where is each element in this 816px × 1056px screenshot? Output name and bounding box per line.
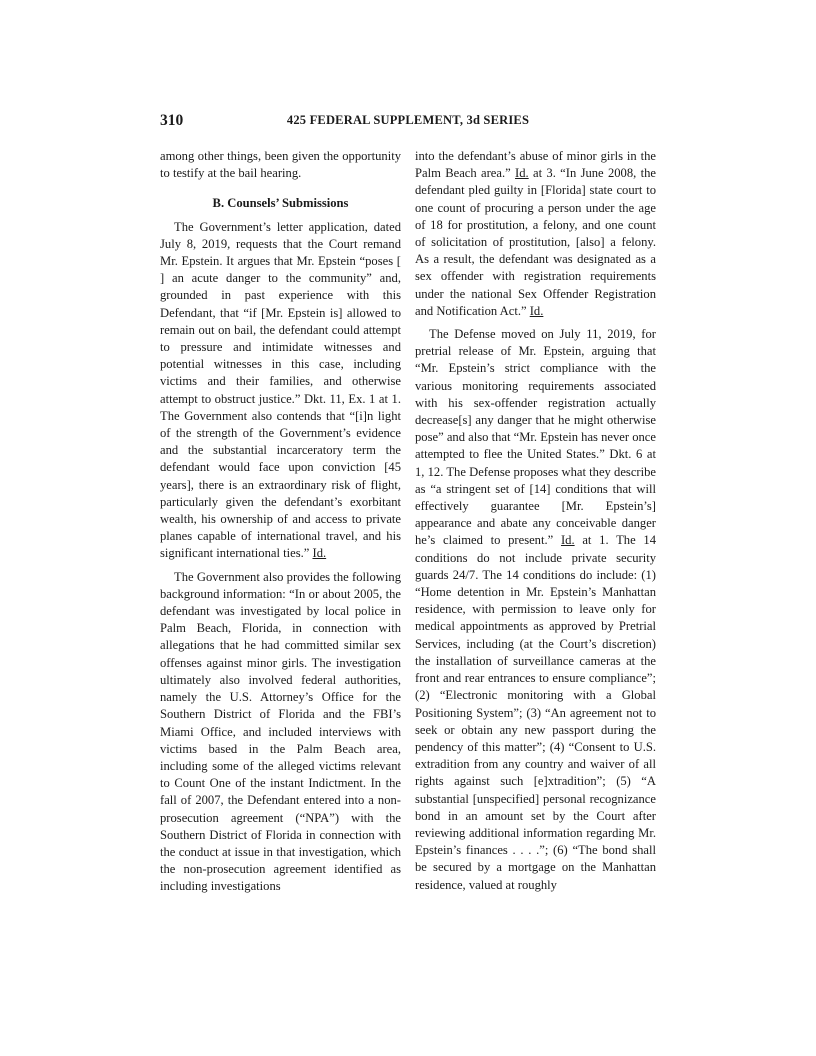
paragraph: [160, 219, 401, 563]
paragraph: [415, 148, 656, 320]
left-column: [160, 148, 401, 896]
paragraph-text: at 3. “In June 2008, the defendant pled guilty in [Florida] state court to one count of procuring a person under the age of 18 for prostitution, a felony, and one count of solicitation of prostitution, [also] a felony. As a result, the defendant was designated as a sex offender with registration requirements under the national Sex Offender Registration and Notification Act.”: [415, 166, 657, 318]
citation: Id.: [529, 303, 544, 318]
paragraph: [415, 326, 656, 894]
citation: Id.: [515, 166, 529, 181]
paragraph: among other things, been given the opportunity to testify at the bail hearing.: [160, 149, 401, 181]
right-column: [415, 148, 656, 894]
citation: Id.: [312, 546, 327, 561]
section-heading: B. Counsels’ Submissions: [212, 196, 349, 211]
paragraph-text: The Defense moved on July 11, 2019, for pretrial release of Mr. Epstein, arguing that “Mr. Epstein’s strict compliance with the various monitoring requirements associated with his sex-offender registration actually decrease[s] any danger that he might otherwise pose” and also that “Mr. Epstein has never once attempted to flee the United States.” Dkt. 6 at 1, 12. The Defense proposes what they describe as “a stringent set of [14] conditions that will effectively guarantee [Mr. Epstein’s] appearance and abate any conceivable danger he’s claimed to present.”: [415, 327, 656, 548]
running-head: 425 FEDERAL SUPPLEMENT, 3d SERIES: [286, 113, 530, 127]
paragraph-text: into the defendant’s abuse of minor girls in the Palm Beach area.”: [415, 149, 656, 181]
page-header: [160, 112, 656, 132]
citation: Id.: [560, 533, 575, 548]
page-number: 310: [160, 112, 184, 129]
paragraph-text: The Government’s letter application, dated July 8, 2019, requests that the Court remand Mr. Epstein. It argues that Mr. Epstein “poses [ ] an acute danger to the community” and, grounded in past experience with this Defendant, that “if [Mr. Epstein is] allowed to remain out on bail, the defendant could attempt to pressure and intimidate witnesses and potential witnesses in this case, including victims and their families, and otherwise attempt to obstruct justice.” Dkt. 11, Ex. 1 at 1. The Government also contends that “[i]n light of the strength of the Government’s evidence and the substantial incarceratory term the defendant would face upon conviction [45 years], there is an extraordinary risk of flight, particularly given the defendant’s exorbitant wealth, his ownership of and access to private planes capable of international travel, and his significant international ties.”: [160, 219, 401, 561]
paragraph: The Government also provides the following background information: “In or about 2005, the defendant was investigated by local police in Palm Beach, Florida, in connection with allegations that he had committed similar sex offenses against minor girls. The investigation ultimately also involved federal authorities, namely the U.S. Attorney’s Office for the Southern District of Florida and the FBI’s Miami Office, and included interviews with victims based in the Palm Beach area, including some of the alleged victims relevant to Count One of the instant Indictment. In the fall of 2007, the Defendant entered into a non-prosecution agreement (“NPA”) with the Southern District of Florida in connection with the conduct at issue in that investigation, which the non-prosecution agreement identified as including investigations: [160, 569, 401, 894]
paragraph-text: at 1. The 14 conditions do not include private security guards 24/7. The 14 conditions do include: (1) “Home detention in Mr. Epstein’s Manhattan residence, with permission to leave only for medical appointments as approved by Pretrial Services, including (at the Court’s discretion) the installation of surveillance cameras at the front and rear entrances to ensure compliance”; (2) “Electronic monitoring with a Global Positioning System”; (3) “An agreement not to seek or obtain any new passport during the pendency of this matter”; (4) “Consent to U.S. extradition from any country and waiver of all rights against such [e]xtradition”; (5) “A substantial [unspecified] personal recognizance bond in an amount set by the Court after reviewing additional information regarding Mr. Epstein’s finances . . . .”; (6) “The bond shall be secured by a mortgage on the Manhattan residence, valued at roughly: [415, 533, 656, 892]
